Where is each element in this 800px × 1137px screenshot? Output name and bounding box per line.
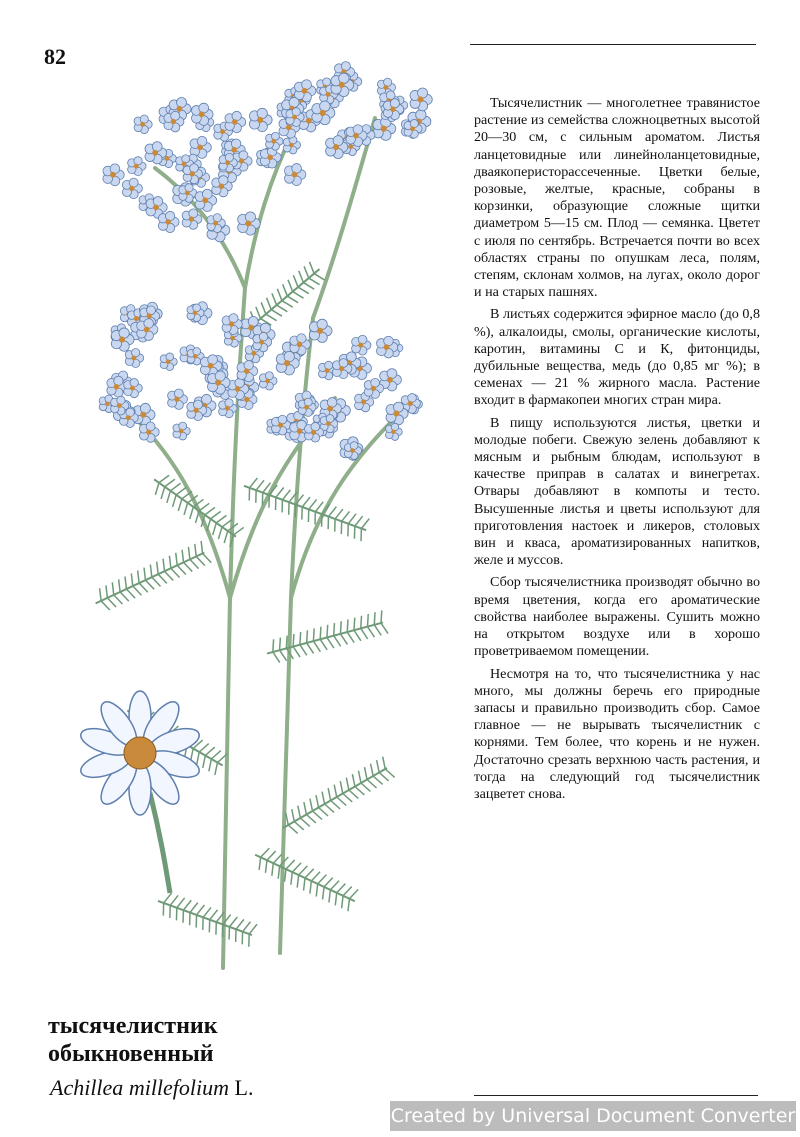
flower [283, 136, 300, 154]
paragraph: В листьях содержится эфирное масло (до 0,8 %), алкалоиды, смолы, органические кислоты, каротин, витамины С и К, фитонциды, дубильные вещества, медь (до 0,85 мг %); в семенах — 21 % жирного масла. Растение входит в фармакопеи многих стран мира. [474, 306, 760, 409]
flower [124, 379, 143, 398]
paragraph: Несмотря на то, что тысячелистника у нас много, мы должны беречь его природные запасы и правильно производить сбор. Самое главное — не вырывать тысячелистник с корнями. Тем более, что корень и не нужен. Достаточно срезать верхнюю часть растения, и тогда на следующий год тысячелистник зацветет снова. [474, 665, 760, 802]
page-number: 82 [44, 44, 66, 69]
latin-author: L. [234, 1075, 254, 1100]
flower [352, 335, 371, 355]
flower [249, 108, 272, 131]
flower [222, 314, 242, 335]
flower [168, 389, 188, 409]
paragraph: В пищу используются листья, цветки и молодые побеги. Свежую зелень добавляют к мясным и рыбным блюдам, используют в качестве приправ в салатах и винегретах. Отвары добавляют в компоты и тесто. Высушенные листья и цветы используют для приготовления настоек и ликеров, столовых вин и кваса, ароматизированных напитков, желе и муссов. [474, 414, 760, 569]
paragraph: Тысячелистник — многолетнее травянистое растение из семейства сложноцветных высотой 20—30 см, с сильным ароматом. Листья ланцетовидные или линейноланцетовидные, дваякоперисторассеченные. Цветки белые, розовые, желтые, красные, собраны в корзинки, образующие сложные щитки диаметром 5—15 см. Плод — семянка. Цветет с июля по сентябрь. Встречается почти во всех областях страны по опушкам леса, полям, степям, склонам холмов, на лугах, около дорог и на старых пашнях. [474, 95, 760, 301]
flower [173, 422, 190, 440]
flower [103, 164, 124, 186]
leaf [240, 474, 370, 541]
latin-name [50, 1075, 253, 1101]
title-line: тысячелистник [48, 1013, 218, 1039]
flower [160, 353, 177, 371]
article-text [474, 95, 760, 808]
latin-genus: Achillea [50, 1075, 124, 1100]
leaf [250, 844, 360, 912]
flower-closeup [78, 691, 203, 893]
leaf [154, 890, 257, 947]
watermark-banner: Created by Universal Document Converter [390, 1101, 796, 1131]
flower [134, 115, 152, 134]
leaf [91, 541, 212, 614]
flower [410, 88, 432, 111]
flower [158, 211, 179, 232]
leaf [277, 757, 395, 839]
paragraph: Сбор тысячелистника производят обычно во время цветения, когда его ароматические свойства наиболее выражены. Сушить можно на открытом воздухе или в хорошо проветриваемом помещении. [474, 574, 760, 660]
flower [179, 184, 197, 203]
latin-species: millefolium [128, 1075, 230, 1100]
flower [111, 328, 134, 351]
title-line: обыкновенный [48, 1041, 214, 1067]
flower [128, 157, 146, 176]
top-rule [470, 44, 756, 45]
leaf [147, 469, 244, 547]
flower [225, 111, 246, 132]
leaf [264, 610, 388, 665]
flower [386, 423, 403, 440]
flower [237, 360, 258, 381]
flower [219, 399, 237, 418]
bottom-rule [474, 1095, 758, 1096]
yarrow-illustration [55, 38, 450, 978]
flower [285, 164, 306, 186]
flower [259, 372, 277, 390]
plant-title [48, 1012, 218, 1068]
flower-center [124, 737, 156, 769]
flower [309, 319, 332, 342]
flower-stem [150, 793, 170, 893]
flower [125, 349, 143, 368]
flower [122, 178, 142, 199]
